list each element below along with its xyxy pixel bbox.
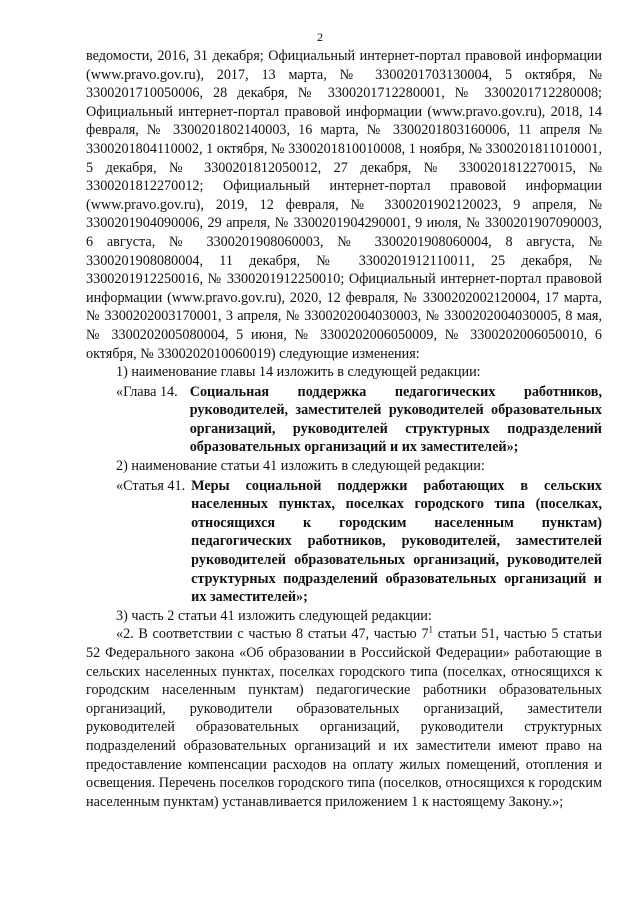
article-prefix: «Статья 41. [116,477,186,494]
article-heading [86,477,602,607]
item-3-text: 3) часть 2 статьи 41 изложить следующей редакции: [116,607,432,624]
chapter-heading [86,383,602,457]
page-number: 2 [317,30,323,44]
item-2-text: 2) наименование статьи 41 изложить в следующей редакции: [116,458,485,475]
intro-paragraph: ведомости, 2016, 31 декабря; Официальный интернет-портал правовой информации (www.pravo.gov.ru), 2017, 13 марта, № 3300201703130004, 5 октября, № 3300201710050006, 28 декабря, № 3300201712280001, № 3300201712280008; Официальный интернет-портал правовой информации (www.pravo.gov.ru), 2018, 14 февраля, № 3300201802140003, 16 марта, № 3300201803160006, 11 апреля № 3300201804110002, 1 октября, № 3300201810010008, 1 ноября, № 3300201811010001, 5 декабря, № 3300201812050012, 27 декабря, № 3300201812270015, № 3300201812270012; Официальный интернет-портал правовой информации (www.pravo.gov.ru), 2019, 12 февраля, № 3300201902120023, 9 апреля, № 3300201904090006, 29 апреля, № 3300201904290001, 9 июля, № 3300201907090003, 6 августа, № 3300201908060003, № 3300201908060004, 8 августа, № 3300201908080004, 11 декабря, № 3300201912110011, 25 декабря, № 3300201912250016, № 3300201912250010; Официальный интернет-портал правовой информации (www.pravo.gov.ru), 2020, 12 февраля, № 3300202002120004, 17 марта, № 3300202003170001, 3 апреля, № 3300202004030003, № 3300202004030005, 8 мая, № 3300202005080004, 5 июня, № 3300202006050009, № 3300202006050010, 6 октября, № 3300202010060019) следующие изменения: [86,48,602,362]
item-1-text: 1) наименование главы 14 изложить в следующей редакции: [116,364,481,381]
quote-rest: статьи 51, частью 5 статьи 52 Федерального закона «Об образовании в Российской Федерации» работающие в сельских населенных пунктах, поселках городского типа (поселках, относящихся к городским населенным пунктам) педагогические работники образовательных организаций, руководители образовательных организаций, заместители руководителей образовательных организаций, руководители структурных подразделений образовательных организаций и их заместители имеют право на предоставление компенсации расходов на оплату жилых помещений, отопления и освещения. Перечень поселков городского типа (поселков, относящихся к городским населенным пунктам) устанавливается приложением 1 к настоящему Закону.»; [86,626,602,810]
chapter-title: Социальная поддержка педагогических работников, руководителей, заместителей руководителей образовательных организаций, руководителей структурных подразделений образовательных организаций и их заместителей»; [189,383,602,456]
quote-start: «2. В соответствии с частью 8 статьи 47, частью 7 [116,626,429,643]
item-3-quote [86,625,602,811]
quote-superscript: 1 [428,624,434,635]
article-title: Меры социальной поддержки работающих в сельских населенных пунктах, поселках городского типа (поселках, относящихся к городским населенным пунктам) педагогических работников, руководителей, заместителей руководителей образовательных организаций, руководителей структурных подразделений образовательных организаций и их заместителей»; [191,477,602,606]
document-body [86,47,602,811]
chapter-prefix: «Глава 14. [116,383,178,400]
